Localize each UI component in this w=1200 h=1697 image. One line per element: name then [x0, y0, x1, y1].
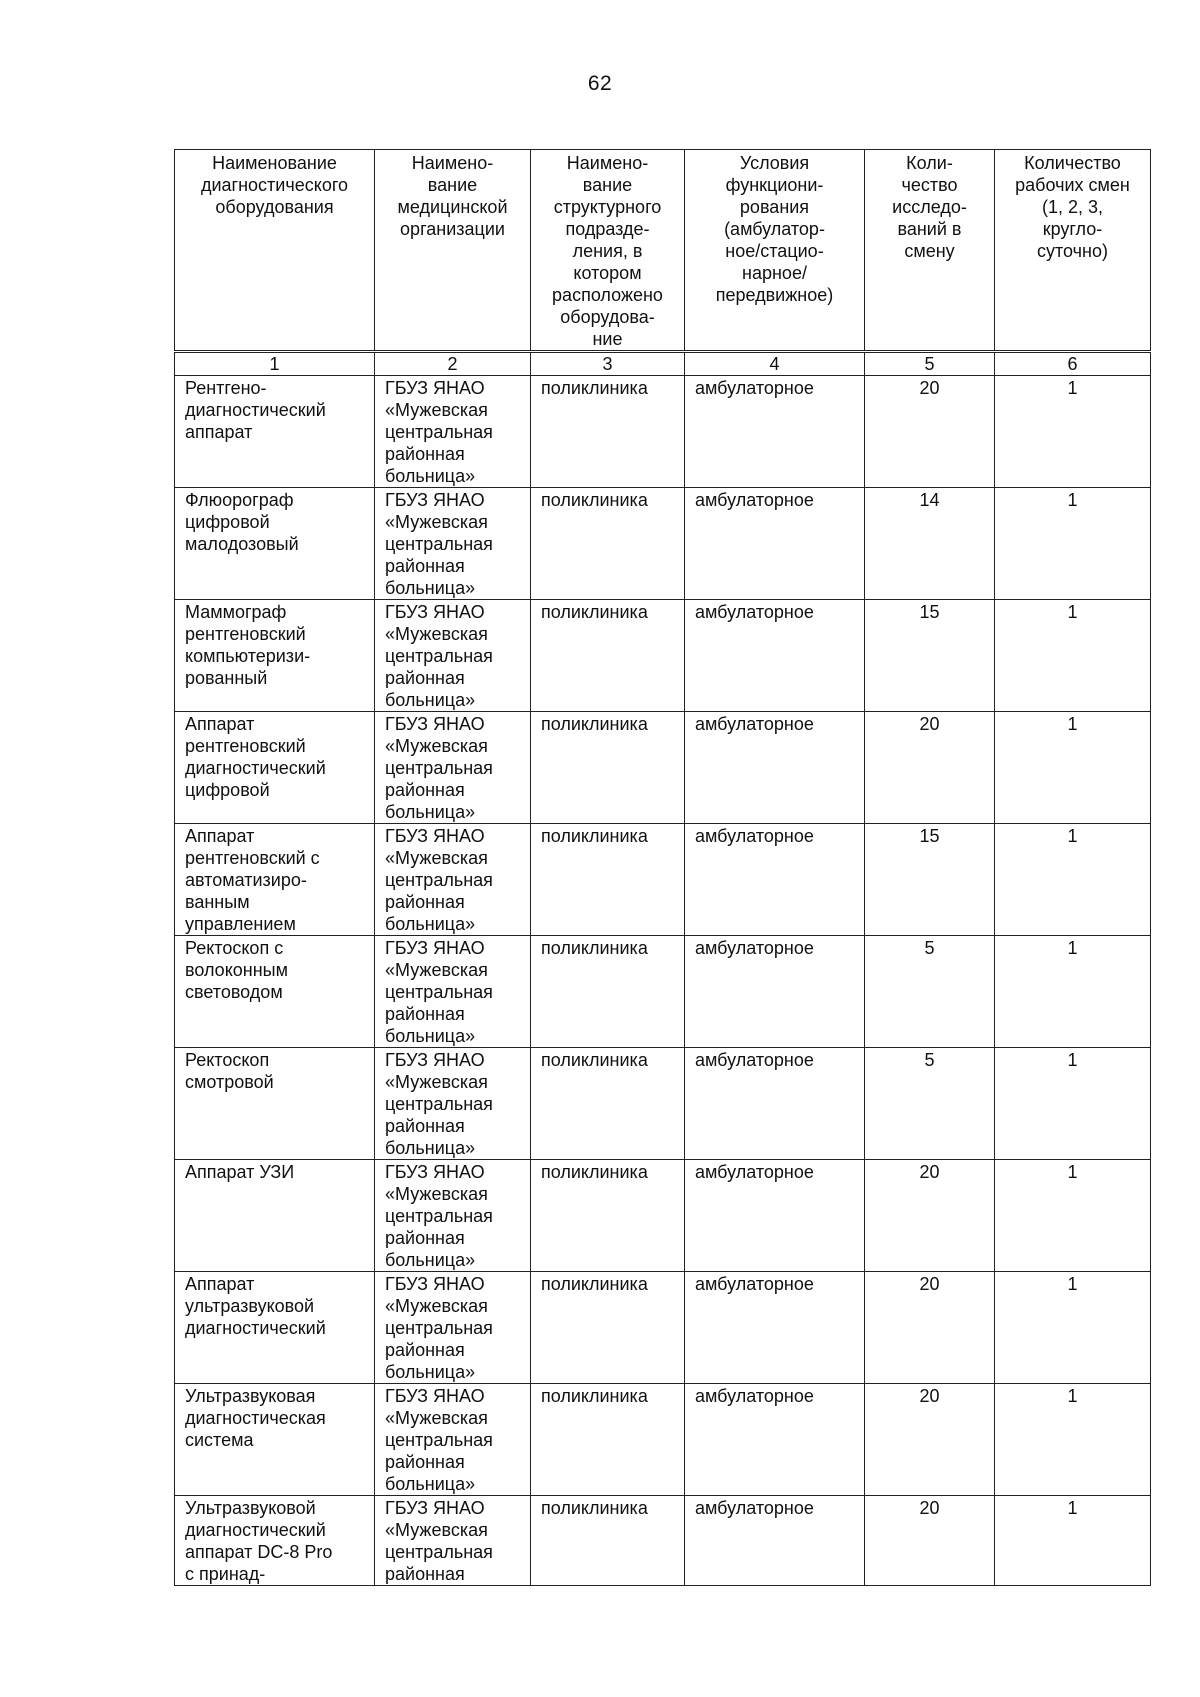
table-row [175, 488, 1151, 600]
cell-studies-per-shift: 20 [865, 1384, 995, 1496]
cell-conditions: амбулаторное [685, 488, 865, 600]
cell-studies-per-shift: 15 [865, 600, 995, 712]
header-equipment: Наименование диагностического оборудования [175, 150, 375, 352]
cell-unit: поликлиника [531, 1496, 685, 1586]
cell-equipment: Маммограф рентгеновский компьютеризи- рованный [175, 600, 375, 712]
cell-unit: поликлиника [531, 376, 685, 488]
header-unit: Наимено- вание структурного подразде- ления, в котором расположено оборудова- ние [531, 150, 685, 352]
cell-shifts: 1 [995, 1160, 1151, 1272]
cell-studies-per-shift: 20 [865, 1272, 995, 1384]
cell-studies-per-shift: 14 [865, 488, 995, 600]
cell-unit: поликлиника [531, 488, 685, 600]
table-row [175, 1384, 1151, 1496]
cell-equipment: Флюорограф цифровой малодозовый [175, 488, 375, 600]
cell-shifts: 1 [995, 824, 1151, 936]
cell-conditions: амбулаторное [685, 1496, 865, 1586]
cell-conditions: амбулаторное [685, 1272, 865, 1384]
cell-organization: ГБУЗ ЯНАО «Мужевская центральная районная больница» [375, 376, 531, 488]
header-shifts: Количество рабочих смен (1, 2, 3, кругло- суточно) [995, 150, 1151, 352]
cell-studies-per-shift: 20 [865, 1160, 995, 1272]
cell-unit: поликлиника [531, 1048, 685, 1160]
cell-organization: ГБУЗ ЯНАО «Мужевская центральная районная больница» [375, 488, 531, 600]
table-row [175, 824, 1151, 936]
cell-conditions: амбулаторное [685, 824, 865, 936]
cell-unit: поликлиника [531, 1384, 685, 1496]
cell-equipment: Ректоскоп с волоконным световодом [175, 936, 375, 1048]
cell-shifts: 1 [995, 1384, 1151, 1496]
cell-shifts: 1 [995, 600, 1151, 712]
cell-studies-per-shift: 15 [865, 824, 995, 936]
cell-shifts: 1 [995, 1048, 1151, 1160]
table-row [175, 376, 1151, 488]
table-row [175, 936, 1151, 1048]
cell-unit: поликлиника [531, 1160, 685, 1272]
cell-conditions: амбулаторное [685, 600, 865, 712]
column-number: 2 [375, 352, 531, 376]
cell-equipment: Аппарат ультразвуковой диагностический [175, 1272, 375, 1384]
header-conditions: Условия функциони- рования (амбулатор- ное/стацио- нарное/ передвижное) [685, 150, 865, 352]
cell-studies-per-shift: 5 [865, 1048, 995, 1160]
equipment-table [174, 149, 1151, 1586]
column-number: 1 [175, 352, 375, 376]
cell-equipment: Ректоскоп смотровой [175, 1048, 375, 1160]
cell-unit: поликлиника [531, 824, 685, 936]
cell-shifts: 1 [995, 712, 1151, 824]
cell-studies-per-shift: 5 [865, 936, 995, 1048]
column-number-row [175, 352, 1151, 376]
cell-equipment: Рентгено- диагностический аппарат [175, 376, 375, 488]
cell-organization: ГБУЗ ЯНАО «Мужевская центральная районная больница» [375, 1160, 531, 1272]
cell-studies-per-shift: 20 [865, 712, 995, 824]
cell-unit: поликлиника [531, 712, 685, 824]
column-number: 3 [531, 352, 685, 376]
cell-shifts: 1 [995, 1496, 1151, 1586]
cell-organization: ГБУЗ ЯНАО «Мужевская центральная районная больница» [375, 600, 531, 712]
column-number: 6 [995, 352, 1151, 376]
cell-organization: ГБУЗ ЯНАО «Мужевская центральная районная больница» [375, 824, 531, 936]
cell-equipment: Аппарат рентгеновский с автоматизиро- ванным управлением [175, 824, 375, 936]
cell-unit: поликлиника [531, 936, 685, 1048]
cell-unit: поликлиника [531, 600, 685, 712]
table-row [175, 1160, 1151, 1272]
cell-conditions: амбулаторное [685, 376, 865, 488]
cell-organization: ГБУЗ ЯНАО «Мужевская центральная районная больница» [375, 1384, 531, 1496]
cell-organization: ГБУЗ ЯНАО «Мужевская центральная районная больница» [375, 1272, 531, 1384]
cell-studies-per-shift: 20 [865, 376, 995, 488]
cell-shifts: 1 [995, 936, 1151, 1048]
cell-shifts: 1 [995, 1272, 1151, 1384]
table-row [175, 1048, 1151, 1160]
cell-conditions: амбулаторное [685, 1048, 865, 1160]
table-header-row [175, 150, 1151, 352]
cell-organization: ГБУЗ ЯНАО «Мужевская центральная районная больница» [375, 712, 531, 824]
cell-equipment: Аппарат рентгеновский диагностический цифровой [175, 712, 375, 824]
cell-conditions: амбулаторное [685, 1160, 865, 1272]
cell-organization: ГБУЗ ЯНАО «Мужевская центральная районная больница» [375, 936, 531, 1048]
cell-unit: поликлиника [531, 1272, 685, 1384]
cell-equipment: Ультразвуковая диагностическая система [175, 1384, 375, 1496]
table-row [175, 1272, 1151, 1384]
header-organization: Наимено- вание медицинской организации [375, 150, 531, 352]
table-row [175, 1496, 1151, 1586]
column-number: 4 [685, 352, 865, 376]
cell-shifts: 1 [995, 488, 1151, 600]
cell-organization: ГБУЗ ЯНАО «Мужевская центральная районная [375, 1496, 531, 1586]
cell-conditions: амбулаторное [685, 936, 865, 1048]
cell-equipment: Ультразвуковой диагностический аппарат DC-8 Pro с принад- [175, 1496, 375, 1586]
cell-conditions: амбулаторное [685, 712, 865, 824]
cell-shifts: 1 [995, 376, 1151, 488]
table-row [175, 600, 1151, 712]
header-studies-per-shift: Коли- чество исследо- ваний в смену [865, 150, 995, 352]
column-number: 5 [865, 352, 995, 376]
cell-studies-per-shift: 20 [865, 1496, 995, 1586]
cell-conditions: амбулаторное [685, 1384, 865, 1496]
cell-organization: ГБУЗ ЯНАО «Мужевская центральная районная больница» [375, 1048, 531, 1160]
table-row [175, 712, 1151, 824]
page-number: 62 [587, 72, 613, 95]
cell-equipment: Аппарат УЗИ [175, 1160, 375, 1272]
